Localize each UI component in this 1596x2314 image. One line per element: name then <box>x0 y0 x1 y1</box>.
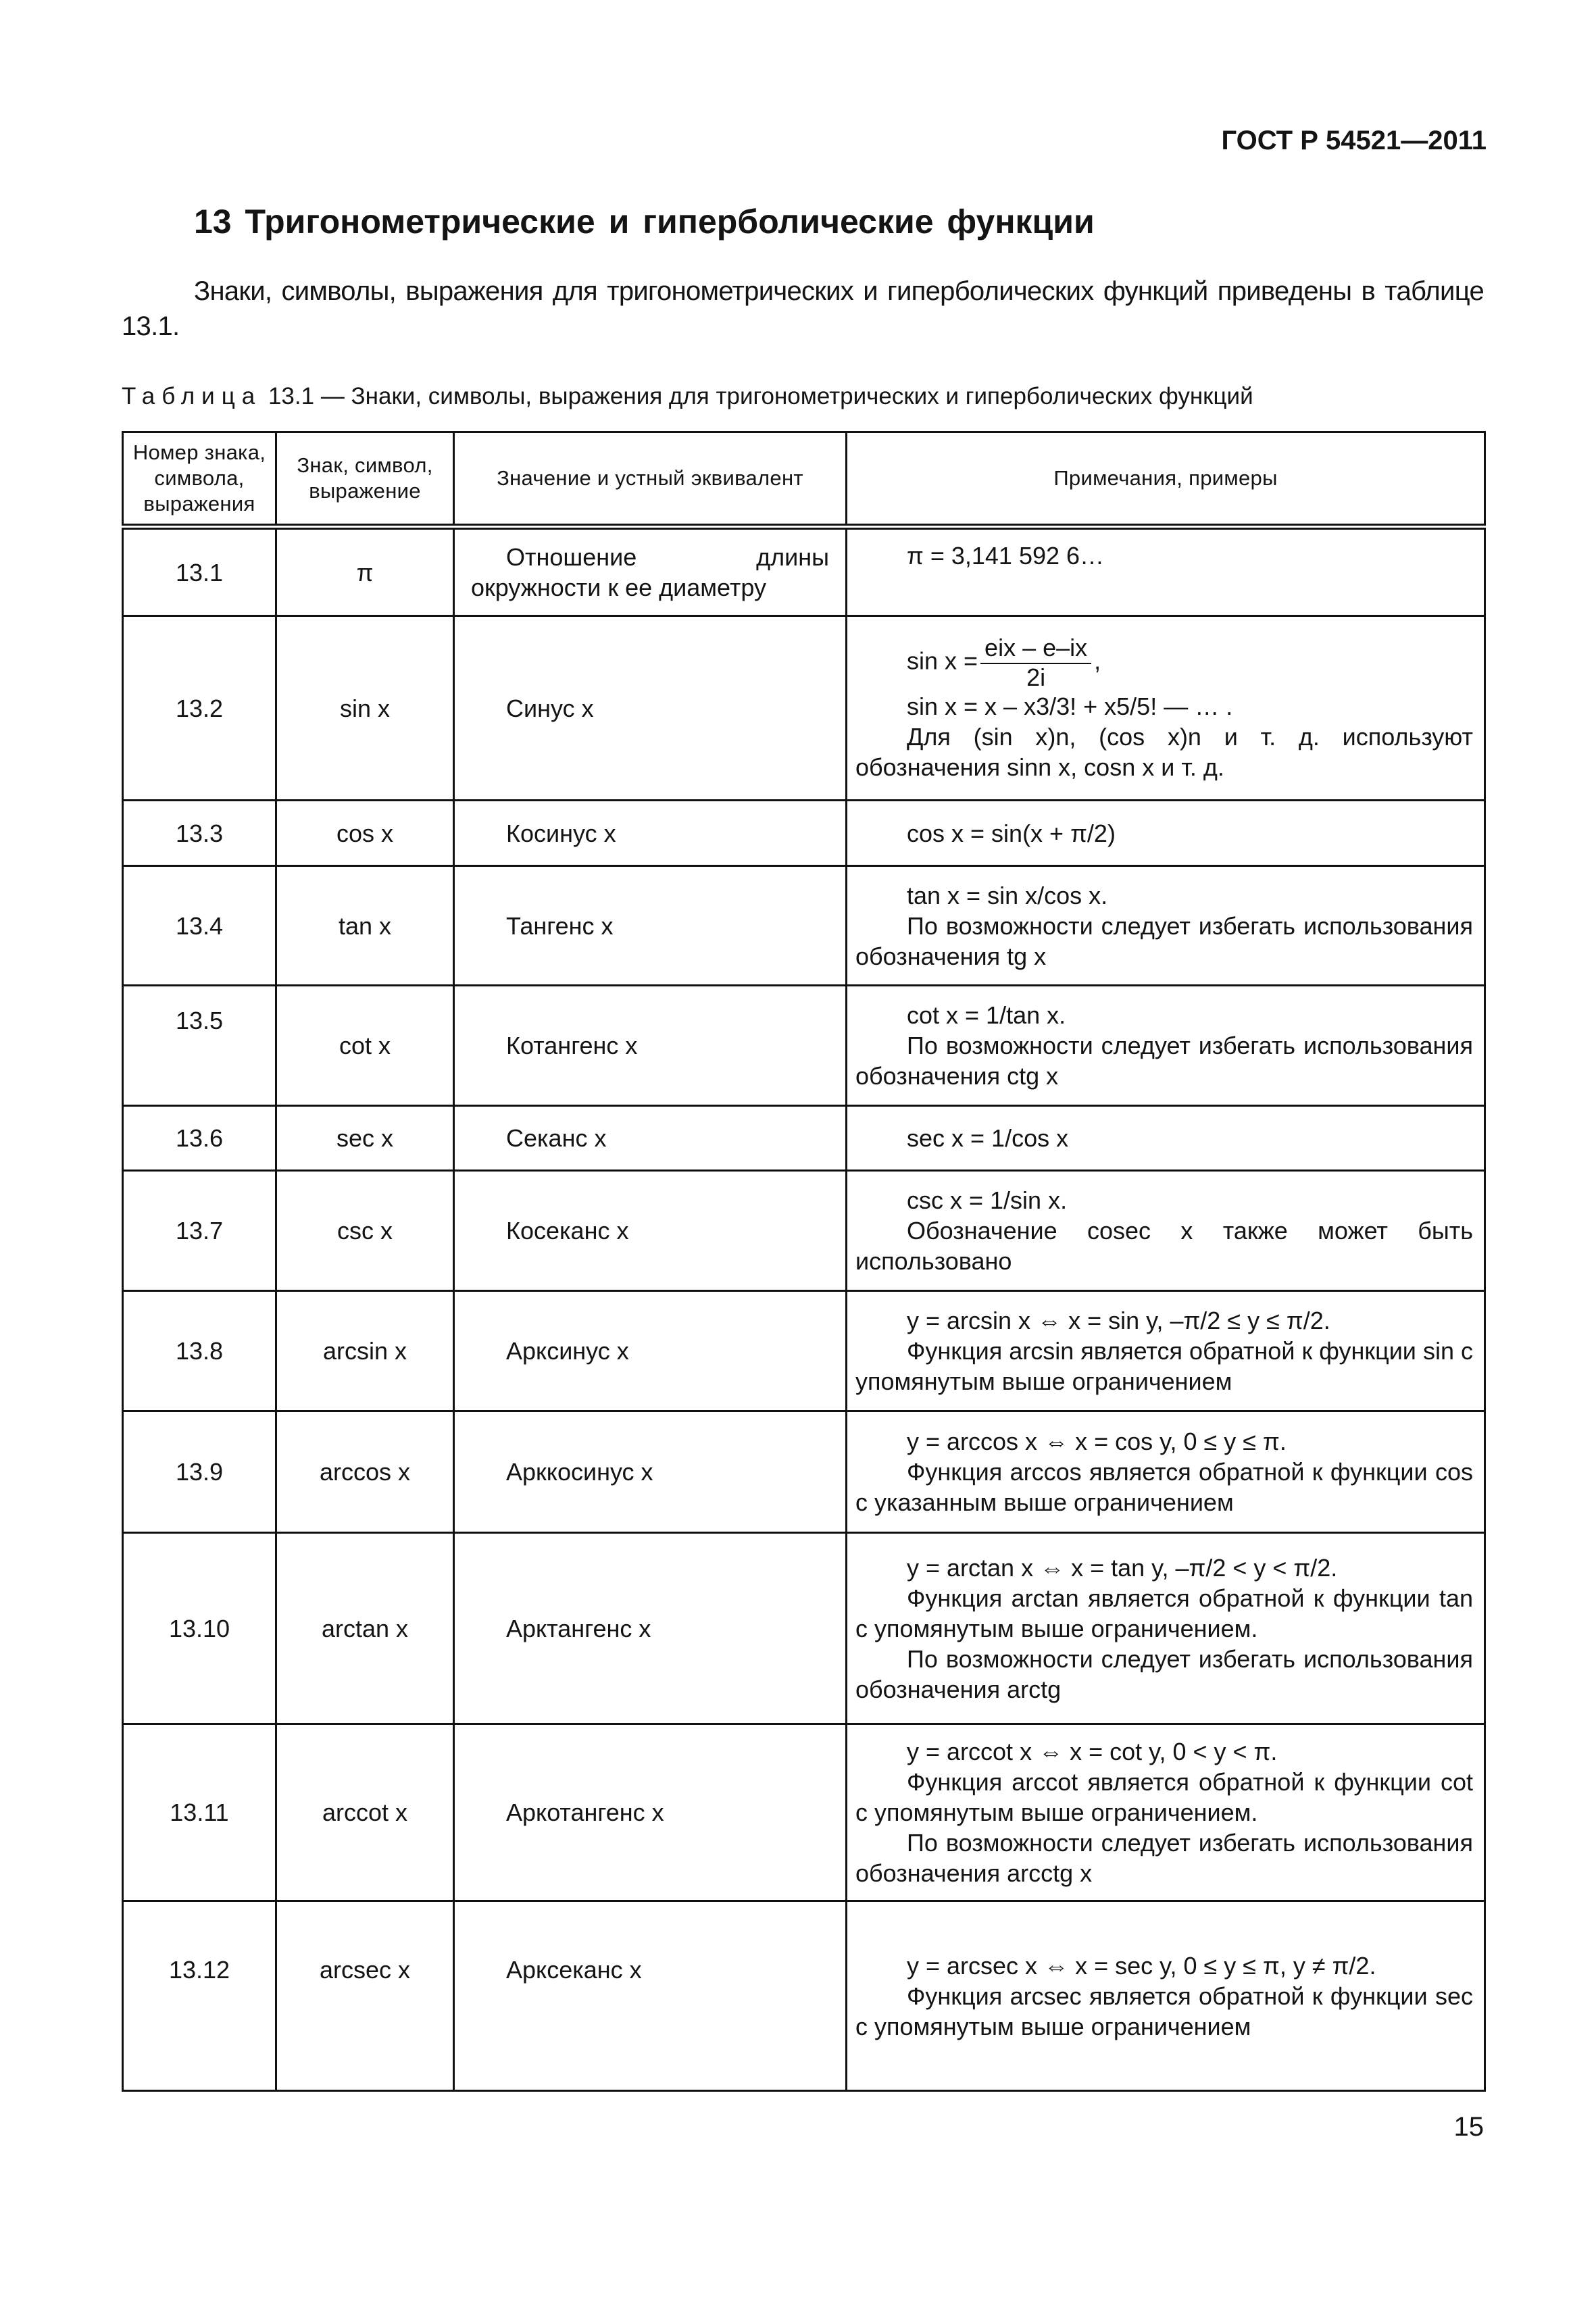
row-number: 13.9 <box>123 1411 276 1533</box>
row-number: 13.3 <box>123 801 276 866</box>
note-line: csc x = 1/sin x. <box>907 1186 1068 1214</box>
row-meaning: Тангенс x <box>454 866 847 986</box>
row-meaning: Косеканс x <box>454 1171 847 1291</box>
table-caption <box>122 382 1484 411</box>
table-row <box>123 1724 1485 1901</box>
table-row <box>123 801 1485 866</box>
note-line: По возможности следует избегать использования обозначения tg x <box>855 911 1473 970</box>
row-symbol: arcsec x <box>276 1901 454 2091</box>
column-header-meaning: Значение и устный эквивалент <box>454 432 847 527</box>
row-notes <box>847 1901 1485 2091</box>
note-line: Функция arctan является обратной к функции tan с упомянутым выше ограничением. <box>855 1584 1473 1642</box>
row-number: 13.8 <box>123 1291 276 1411</box>
column-header-number: Номер знака, символа, выражения <box>123 432 276 527</box>
note-line: cos x = sin(x + π/2) <box>907 819 1116 847</box>
table-row <box>123 1291 1485 1411</box>
table-row <box>123 1106 1485 1171</box>
row-symbol: π <box>276 527 454 616</box>
row-notes <box>847 1106 1485 1171</box>
row-symbol: csc x <box>276 1171 454 1291</box>
row-notes <box>847 866 1485 986</box>
row-notes <box>847 801 1485 866</box>
note-line: y = arctan x ⇔ x = tan y, –π/2 < y < π/2. <box>907 1553 1338 1582</box>
row-meaning: Арктангенс x <box>454 1533 847 1724</box>
row-symbol: arcsin x <box>276 1291 454 1411</box>
note-line: y = arccos x ⇔ x = cos y, 0 ≤ y ≤ π. <box>907 1428 1287 1455</box>
note-line: π = 3,141 592 6… <box>907 542 1105 570</box>
note-line: Функция arccot является обратной к функции cot с упомянутым выше ограничением. <box>855 1768 1473 1826</box>
row-meaning: Арккосинус x <box>454 1411 847 1533</box>
row-symbol: tan x <box>276 866 454 986</box>
row-symbol: arccos x <box>276 1411 454 1533</box>
table-row <box>123 527 1485 616</box>
table-row <box>123 1411 1485 1533</box>
formula-numerator: eix – e–ix <box>980 634 1091 664</box>
row-symbol: cos x <box>276 801 454 866</box>
table-row <box>123 866 1485 986</box>
note-line: Функция arcsec является обратной к функции sec с упомянутым выше ограничением <box>855 1982 1473 2040</box>
note-line: cot x = 1/tan x. <box>907 1001 1066 1029</box>
row-meaning: Арксинус x <box>454 1291 847 1411</box>
note-formula <box>855 634 1473 691</box>
row-notes <box>847 1533 1485 1724</box>
page-number: 15 <box>1453 2112 1484 2142</box>
formula-fraction <box>980 634 1091 691</box>
row-number: 13.2 <box>123 616 276 801</box>
row-symbol: sec x <box>276 1106 454 1171</box>
row-number: 13.12 <box>123 1901 276 2091</box>
row-notes <box>847 1291 1485 1411</box>
row-number: 13.5 <box>123 986 276 1106</box>
column-header-symbol: Знак, символ, выражение <box>276 432 454 527</box>
row-meaning: Арксеканс x <box>454 1901 847 2091</box>
note-line: По возможности следует избегать использования обозначения arctg <box>855 1644 1473 1703</box>
row-notes <box>847 527 1485 616</box>
note-line: Функция arccos является обратной к функции cos с указанным выше ограничением <box>855 1458 1473 1516</box>
note-line: sec x = 1/cos x <box>907 1124 1069 1152</box>
section-title: 13 Тригонометрические и гиперболические функции <box>194 203 1095 241</box>
note-line: По возможности следует избегать использования обозначения ctg x <box>855 1032 1473 1090</box>
row-symbol: arctan x <box>276 1533 454 1724</box>
note-line: y = arccot x ⇔ x = cot y, 0 < y < π. <box>907 1738 1278 1765</box>
row-meaning: Секанс x <box>454 1106 847 1171</box>
row-symbol: sin x <box>276 616 454 801</box>
table-row <box>123 1171 1485 1291</box>
row-notes <box>847 986 1485 1106</box>
row-meaning: Косинус x <box>454 801 847 866</box>
intro-paragraph: Знаки, символы, выражения для тригонометрических и гиперболических функций приведены в таблице 13.1. <box>122 276 1484 341</box>
row-meaning: Аркотангенс x <box>454 1724 847 1901</box>
note-line: По возможности следует избегать использования обозначения arcctg x <box>855 1829 1473 1887</box>
note-line: tan x = sin x/cos x. <box>907 881 1108 909</box>
row-meaning: Котангенс x <box>454 986 847 1106</box>
formula-lhs: sin x = <box>907 647 978 675</box>
row-notes <box>847 616 1485 801</box>
row-number: 13.11 <box>123 1724 276 1901</box>
row-number: 13.4 <box>123 866 276 986</box>
formula-tail: , <box>1094 647 1101 675</box>
table-row <box>123 616 1485 801</box>
row-meaning: Отношение длины окружности к ее диаметру <box>454 527 847 616</box>
note-line: Обозначение cosec x также может быть использовано <box>855 1217 1473 1275</box>
symbols-table <box>122 431 1486 2092</box>
table-caption-text: 13.1 — Знаки, символы, выражения для тригонометрических и гиперболических функций <box>268 383 1253 409</box>
table-caption-word: Таблица <box>122 383 262 409</box>
row-number: 13.6 <box>123 1106 276 1171</box>
table-row <box>123 1533 1485 1724</box>
row-notes <box>847 1171 1485 1291</box>
row-symbol: arccot x <box>276 1724 454 1901</box>
note-line: Для (sin x)n, (cos x)n и т. д. используют обозначения sinn x, cosn x и т. д. <box>855 722 1473 781</box>
table-row <box>123 986 1485 1106</box>
row-symbol: cot x <box>276 986 454 1106</box>
row-notes <box>847 1724 1485 1901</box>
row-notes <box>847 1411 1485 1533</box>
formula-denominator: 2i <box>1026 663 1046 691</box>
note-line: sin x = x – x3/3! + x5/5! — … . <box>907 692 1233 720</box>
row-meaning: Синус x <box>454 616 847 801</box>
note-line: y = arcsin x ⇔ x = sin y, –π/2 ≤ y ≤ π/2. <box>907 1307 1330 1334</box>
row-number: 13.1 <box>123 527 276 616</box>
table-row <box>123 1901 1485 2091</box>
row-number: 13.10 <box>123 1533 276 1724</box>
standard-code: ГОСТ Р 54521—2011 <box>1221 126 1487 155</box>
note-line: Функция arcsin является обратной к функции sin с упомянутым выше ограничением <box>855 1337 1473 1395</box>
note-line: y = arcsec x ⇔ x = sec y, 0 ≤ y ≤ π, y ≠ π/2. <box>907 1951 1376 1980</box>
row-number: 13.7 <box>123 1171 276 1291</box>
column-header-notes: Примечания, примеры <box>847 432 1485 527</box>
table-header-row <box>123 432 1485 527</box>
